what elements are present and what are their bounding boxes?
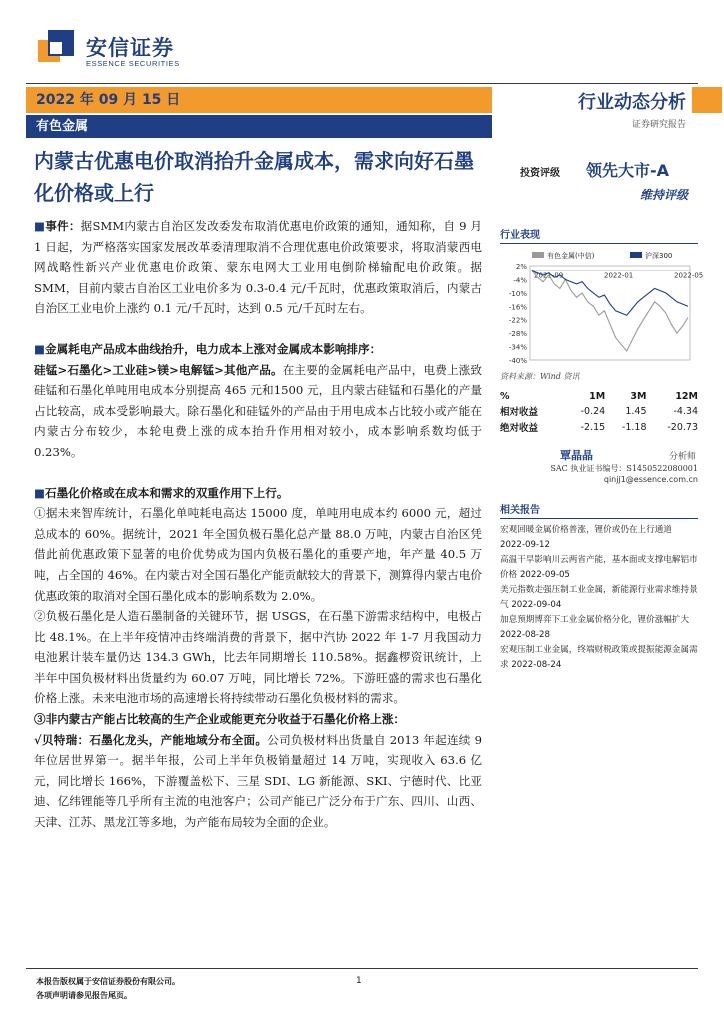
analyst-sac: SAC 执业证书编号：S1450522080001 xyxy=(550,464,698,473)
report-date: 2022 年 09 月 15 日 xyxy=(26,87,492,113)
section-lead: 石墨化价格或在成本和需求的双重作用下上行。 xyxy=(44,485,289,500)
y-tick-label: 2% xyxy=(515,263,527,271)
page-number: 1 xyxy=(356,976,362,986)
related-date: 2022-08-24 xyxy=(511,660,562,670)
legend-swatch xyxy=(630,252,642,258)
related-date: 2022-09-12 xyxy=(500,540,550,550)
series-line-nonferrous xyxy=(532,271,688,352)
perf-head-cell: % xyxy=(500,391,510,402)
perf-head: 行业表现 xyxy=(500,226,698,244)
y-tick-label: -4% xyxy=(513,276,527,285)
x-tick-label: 2022-01 xyxy=(604,271,634,280)
legend-label: 有色金属(中信) xyxy=(547,252,595,260)
rating-value: 领先大市-A xyxy=(586,161,670,180)
x-tick-label: 2021-09 xyxy=(534,271,564,280)
perf-cell: -2.15 xyxy=(580,421,606,433)
analyst-email[interactable]: qinjj1@essence.com.cn xyxy=(603,475,698,484)
footer-disclaimer: 各项声明请参见报告尾页。 xyxy=(36,990,132,1000)
paragraph: ②负极石墨化是人造石墨制备的关键环节，据 USGS，在石墨下游需求结构中，电极占比 48.1%。在上半年疫情冲击终端消费的背景下，据中汽协 2022 年 1-7 月我国动力电池累计装车量仍达 134.3 GWh，比去年同期增长 110.58%。据鑫椤资讯统计，上半年中国负极材料出货量约为 60.07 万吨，同比增长 72%。下游旺盛的需求也石墨化价格上涨。未来电池市场的高速增长将持续带动石墨化负极材料的需求。 xyxy=(34,609,482,706)
logo-mark-icon xyxy=(38,30,76,68)
paragraph-highlight: ③非内蒙古产能占比较高的生产企业或能更充分收益于石墨化价格上涨： xyxy=(34,712,406,727)
perf-chart-svg xyxy=(500,248,704,368)
perf-cell: -4.34 xyxy=(673,405,698,417)
report-subtitle: 证券研究报告 xyxy=(631,120,686,130)
related-report-link[interactable] xyxy=(500,643,698,673)
perf-cell: 1.45 xyxy=(625,405,647,417)
chart-source: 资料来源：Wind 资讯 xyxy=(500,372,580,381)
footer-copyright: 本报告版权属于安信证券股份有限公司。 xyxy=(36,976,180,986)
company-text: 公司负极材料出货量自 2013 年起连续 9 年位居世界第一。据半年报，公司上半年负极销量超过 14 万吨，实现收入 63.6 亿元，同比增长 166%，下游覆盖松下、三星 SDI、LG 新能源、SKI、宁德时代、比亚迪、亿纬锂能等几乎所有主流的电池客户；公司产能已广泛分布于广东、四川、山西、天津、江苏、黑龙江等多地，为产能布局较为全面的企业。 xyxy=(34,732,482,830)
legend-label: 沪深300 xyxy=(645,252,673,260)
related-date: 2022-09-05 xyxy=(519,570,570,580)
perf-cell: -1.18 xyxy=(621,421,647,433)
section-event xyxy=(34,216,482,319)
rating-status: 维持评级 xyxy=(639,188,688,202)
legend-swatch xyxy=(532,252,544,258)
related-head: 相关报告 xyxy=(500,501,698,519)
perf-cell: 绝对收益 xyxy=(500,423,539,434)
section-lead: 金属耗电产品成本曲线抬升，电力成本上涨对金属成本影响排序： xyxy=(44,341,382,356)
related-title: 美元指数走强压制工业金属，新能源行业需求维持景气 xyxy=(500,585,698,610)
bullet-square-icon: ■ xyxy=(34,341,45,356)
company-lead: √贝特瑞：石墨化龙头，产能地域分布全面。 xyxy=(34,732,268,747)
perf-cell: 相对收益 xyxy=(500,407,539,418)
related-date: 2022-08-28 xyxy=(500,630,550,640)
perf-table-head xyxy=(500,390,698,403)
rating-label: 投资评级 xyxy=(520,168,560,179)
analyst xyxy=(500,447,698,463)
y-tick-label: -40% xyxy=(508,357,527,365)
section-text: 据SMM内蒙古自治区发改委发布取消优惠电价政策的通知，通知称，自 9 月 1 日起，为严格落实国家发展改革委清理取消不合理优惠电价政策要求，将取消蒙西电网战略性新兴产业优惠电价政策、蒙东电网大工业用电倒阶梯输配电价政策。据SMM，目前内蒙古自治区工业电价多为 0.3-0.4 元/千瓦时，优惠政策取消后，内蒙古自治区工业电价上涨约 0.1 元/千瓦时，达到 0.5 元/千瓦时左右。 xyxy=(34,219,482,316)
perf-cell: -0.24 xyxy=(580,405,606,417)
brand-name-cn: 安信证券 xyxy=(86,36,174,60)
related-report-link[interactable] xyxy=(500,613,698,643)
y-tick-label: -10% xyxy=(508,289,527,298)
bullet-square-icon: ■ xyxy=(34,485,45,500)
bullet-square-icon: ■ xyxy=(34,219,46,233)
header-divider xyxy=(26,83,698,84)
perf-table xyxy=(500,390,698,435)
section-graphitization xyxy=(34,483,482,504)
related-date: 2022-09-04 xyxy=(511,600,562,610)
paragraph: ①据未来智库统计，石墨化单吨耗电高达 15000 度，单吨用电成本约 6000 元，超过总成本的 60%。据统计，2021 年全国负极石墨化总产量 88.0 万吨，内蒙古自治区凭借此前优惠政策下显著的电价优势成为国内负极石墨化的重要产地，年产量 40.5 万吨，占全国的 46%。在内蒙古对全国石墨化产能贡献较大的背景下，测算得内蒙古电价优惠政策的取消对全国石墨化成本的影响系数为 2.0%。 xyxy=(34,506,482,603)
related-title: 宏观回暖金属价格普涨，锂价或仍在上行通道 xyxy=(500,525,672,535)
y-tick-label: -28% xyxy=(508,330,527,339)
related-report-link[interactable] xyxy=(500,523,698,553)
perf-row xyxy=(500,403,698,419)
sidebar xyxy=(500,226,704,673)
related-list xyxy=(500,523,698,673)
footer-divider xyxy=(26,968,698,969)
y-tick-label: -22% xyxy=(508,316,527,325)
perf-head-cell: 3M xyxy=(630,391,647,402)
perf-head-cell: 12M xyxy=(675,391,698,402)
y-tick-label: -16% xyxy=(508,303,527,312)
y-tick-label: -34% xyxy=(508,343,527,352)
perf-chart xyxy=(500,248,704,368)
analyst-name: 覃晶晶 xyxy=(560,449,593,462)
section-cost xyxy=(34,339,482,463)
section-lead: 事件： xyxy=(45,219,81,233)
related-report-link[interactable] xyxy=(500,583,698,613)
perf-head-cell: 1M xyxy=(589,391,606,402)
paragraph xyxy=(34,730,482,833)
cost-ranking: 硅锰>石墨化>工业硅>镁>电解锰>其他产品。 xyxy=(34,362,283,377)
related-title: 加息预期博弈下工业金属价格分化，锂价涨幅扩大 xyxy=(500,615,690,625)
related-title: 高温干旱影响川云两省产能，基本面或支撑电解铝市价格 xyxy=(500,555,698,580)
brand-name-en: ESSENCE SECURITIES xyxy=(86,59,180,68)
brand-logo xyxy=(38,30,198,74)
analyst-role: 分析师 xyxy=(668,452,696,462)
section-text: 在主要的金属耗电产品中，电费上涨致硅锰和石墨化单吨用电成本分别提高 465 元和1500 元，且内蒙古硅锰和石墨化的产量占比较高，成本受影响最大。除石墨化和硅锰外的产品由于用电成本占比较小或产能在内蒙古分布较少，本轮电费上涨的成本抬升作用相对较小，成本影响系数均低于 0.23%。 xyxy=(34,362,482,459)
perf-row xyxy=(500,419,698,435)
report-type: 行业动态分析 xyxy=(578,92,686,113)
report-sector: 有色金属 xyxy=(26,115,492,138)
perf-cell: -20.73 xyxy=(667,421,698,433)
related-title: 宏观压制工业金属，终端财税政策或提振能源金属需求 xyxy=(500,645,698,670)
header-accent xyxy=(692,87,722,113)
related-report-link[interactable] xyxy=(500,553,698,583)
main-body xyxy=(34,216,482,833)
x-tick-label: 2022-05 xyxy=(674,271,704,280)
report-title: 内蒙古优惠电价取消抬升金属成本，需求向好石墨化价格或上行 xyxy=(34,149,474,205)
